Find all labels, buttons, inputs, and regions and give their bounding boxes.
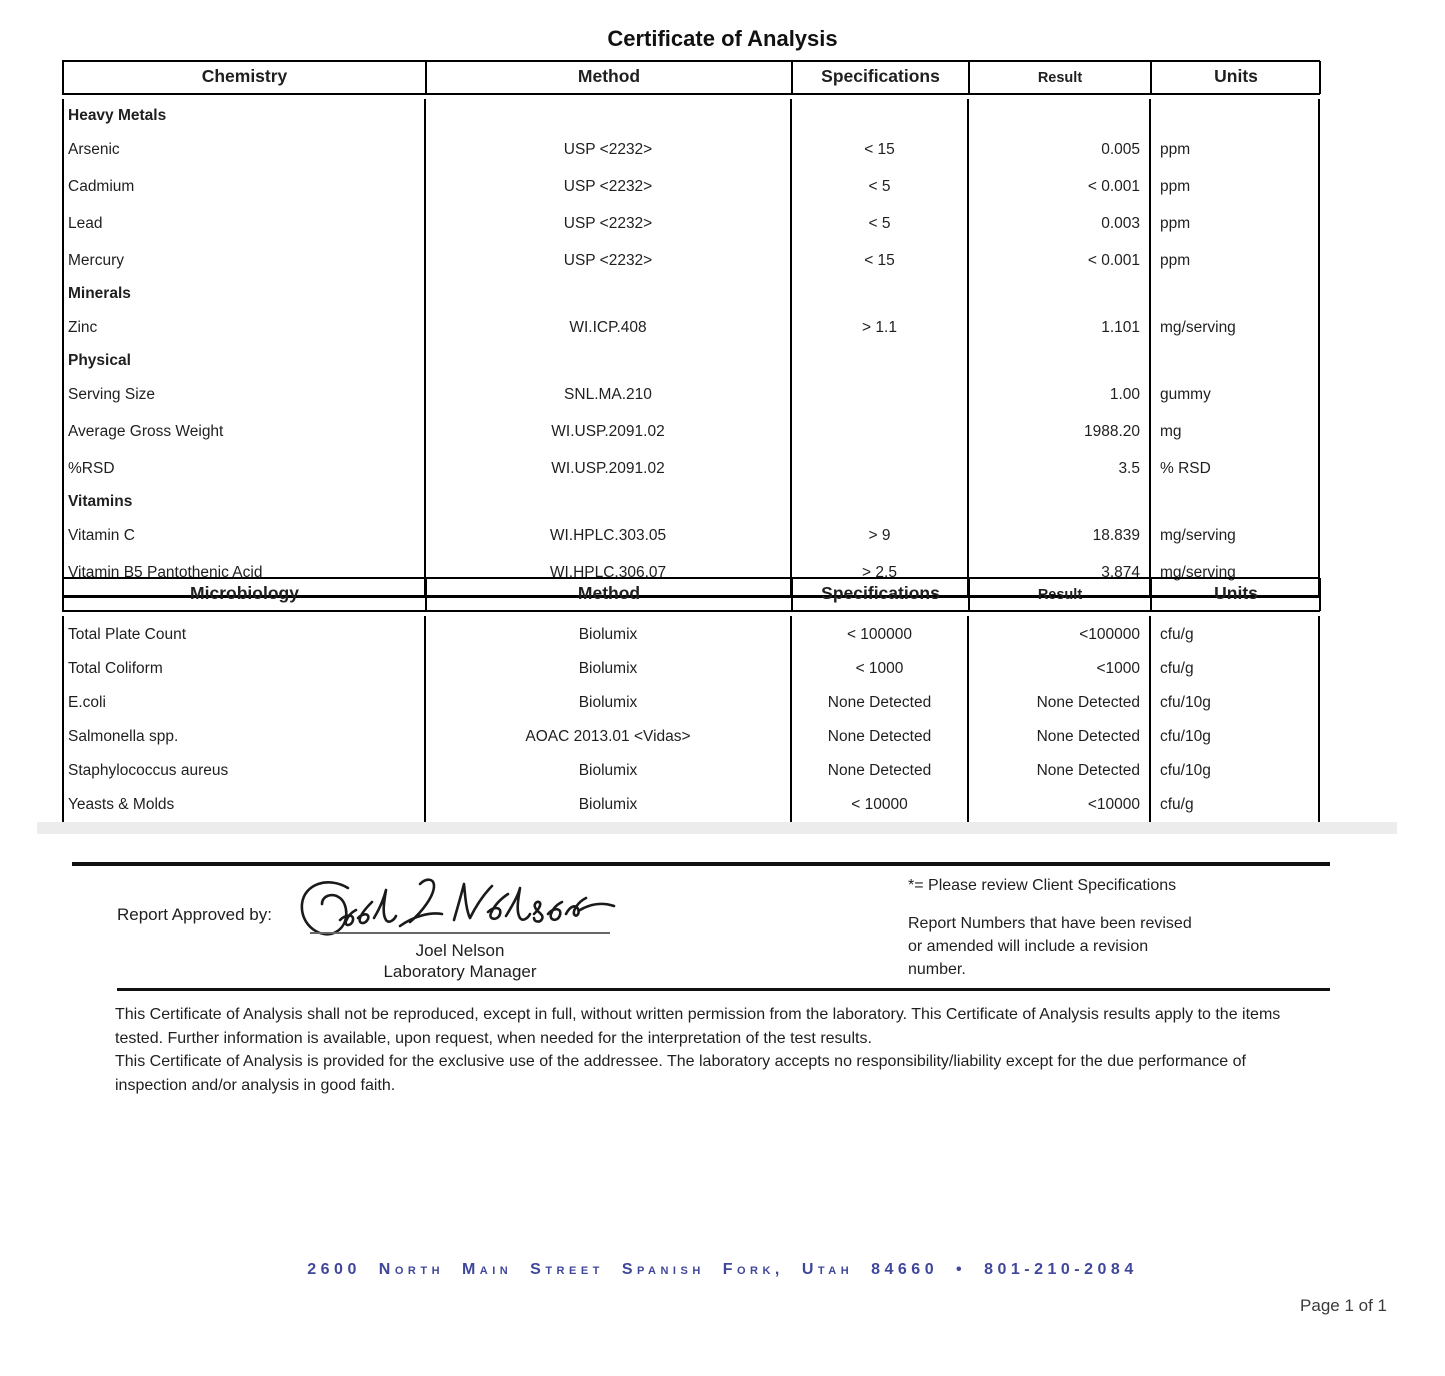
table-row — [62, 168, 1320, 205]
units-cell: ppm — [1160, 177, 1191, 195]
table-border — [790, 616, 792, 826]
table-border — [1318, 99, 1320, 595]
signature-stroke — [400, 880, 442, 926]
analyte-cell: %RSD — [68, 459, 115, 477]
microbiology-table-body — [62, 612, 1320, 829]
section-row-physical: Physical — [68, 352, 131, 369]
method-cell: WI.USP.2091.02 — [551, 422, 665, 440]
approver-name: Joel Nelson — [415, 941, 505, 960]
method-cell: SNL.MA.210 — [564, 385, 652, 403]
table-row — [62, 131, 1320, 168]
result-cell: None Detected — [1036, 728, 1140, 745]
table-border — [967, 99, 969, 595]
units-cell: % RSD — [1160, 459, 1211, 477]
specification-cell: < 10000 — [851, 796, 908, 813]
specification-cell: < 5 — [868, 177, 891, 195]
column-header-method: Method — [426, 61, 792, 94]
specification-cell: None Detected — [827, 694, 932, 711]
analyte-cell: Zinc — [68, 318, 98, 336]
report-approved-by-label: Report Approved by: — [117, 905, 272, 924]
analyte-cell: E.coli — [68, 694, 106, 711]
table-row — [62, 720, 1320, 754]
specification-cell: None Detected — [827, 762, 932, 779]
table-row — [62, 205, 1320, 242]
table-row — [62, 517, 1320, 554]
result-cell: <100000 — [1079, 626, 1140, 643]
method-cell: WI.HPLC.306.07 — [549, 563, 667, 581]
analyte-cell: Yeasts & Molds — [68, 796, 175, 813]
units-cell: cfu/g — [1160, 660, 1194, 677]
table-border — [1149, 616, 1151, 826]
result-cell: None Detected — [1036, 694, 1140, 711]
analyte-cell: Vitamin B5 Pantothenic Acid — [68, 563, 263, 581]
table-row — [62, 450, 1320, 487]
revision-note: Report Numbers that have been revised or amended will include a revision number. — [908, 915, 1192, 978]
column-header-microbiology: Microbiology — [63, 578, 426, 611]
section-row-vitamins: Vitamins — [68, 493, 133, 510]
disclaimer-text — [115, 1003, 1305, 1097]
table-row — [62, 376, 1320, 413]
column-header-result: Result — [969, 578, 1151, 611]
scan-shadow-band — [37, 822, 1397, 834]
signature-stroke — [454, 884, 614, 922]
units-cell: mg/serving — [1160, 318, 1236, 336]
approver-signature — [292, 874, 622, 940]
result-cell: 3.874 — [1101, 563, 1140, 581]
units-cell: cfu/10g — [1160, 728, 1211, 745]
method-cell: USP <2232> — [563, 214, 653, 232]
specification-cell: > 9 — [868, 526, 891, 544]
result-cell: <1000 — [1096, 660, 1140, 677]
table-border — [62, 99, 64, 595]
units-cell: ppm — [1160, 214, 1191, 232]
chemistry-table — [62, 60, 1320, 598]
method-cell: USP <2232> — [563, 177, 653, 195]
table-row — [62, 686, 1320, 720]
result-cell: None Detected — [1036, 762, 1140, 779]
table-row — [62, 242, 1320, 279]
specification-cell: < 1000 — [855, 660, 904, 677]
result-cell: 1988.20 — [1083, 422, 1140, 440]
column-header-result: Result — [969, 61, 1151, 94]
result-cell: 0.005 — [1101, 140, 1140, 158]
column-header-specifications: Specifications — [792, 578, 969, 611]
table-row — [62, 618, 1320, 652]
analyte-cell: Salmonella spp. — [68, 728, 179, 745]
analyte-cell: Average Gross Weight — [68, 422, 224, 440]
section-row-minerals: Minerals — [68, 285, 131, 302]
signature-stroke — [302, 882, 396, 934]
units-cell: cfu/10g — [1160, 694, 1211, 711]
client-specifications-note: *= Please review Client Specifications — [908, 877, 1177, 894]
result-cell: < 0.001 — [1087, 177, 1140, 195]
specification-cell: < 100000 — [846, 626, 913, 643]
analyte-cell: Vitamin C — [68, 526, 135, 544]
method-cell: WI.HPLC.303.05 — [549, 526, 667, 544]
result-cell: <10000 — [1087, 796, 1140, 813]
result-cell: 0.003 — [1101, 214, 1140, 232]
analyte-cell: Total Coliform — [68, 660, 163, 677]
disclaimer-paragraph-1: This Certificate of Analysis shall not be reproduced, except in full, without written permission from the laboratory. This Certificate of Analysis results apply to the items tested. Further information is available, upon request, when needed for the interpretation of the test results. — [115, 1006, 1281, 1047]
table-border — [424, 616, 426, 826]
signature-line — [310, 932, 610, 934]
units-cell: mg/serving — [1160, 526, 1236, 544]
section-row-heavy-metals: Heavy Metals — [68, 107, 167, 124]
specification-cell: > 2.5 — [862, 563, 897, 581]
result-cell: < 0.001 — [1087, 251, 1140, 269]
units-cell: cfu/10g — [1160, 762, 1211, 779]
specification-cell: < 15 — [864, 140, 895, 158]
specification-cell: None Detected — [827, 728, 932, 745]
method-cell: Biolumix — [578, 626, 638, 643]
table-border — [1318, 616, 1320, 826]
column-header-units: Units — [1151, 578, 1321, 611]
analyte-cell: Total Plate Count — [68, 626, 187, 643]
method-cell: USP <2232> — [563, 251, 653, 269]
units-cell: cfu/g — [1160, 796, 1194, 813]
table-row — [62, 309, 1320, 346]
table-border — [967, 616, 969, 826]
table-border — [1149, 99, 1151, 595]
analyte-cell: Cadmium — [68, 177, 135, 195]
disclaimer-paragraph-2: This Certificate of Analysis is provided for the exclusive use of the addressee. The laboratory accepts no responsibility/liability except for the due performance of inspection and/or analysis in good faith. — [115, 1053, 1246, 1094]
analyte-cell: Staphylococcus aureus — [68, 762, 229, 779]
method-cell: Biolumix — [578, 796, 638, 813]
specification-cell: < 5 — [868, 214, 891, 232]
column-header-specifications: Specifications — [792, 61, 969, 94]
table-border — [62, 616, 64, 826]
document-title: Certificate of Analysis — [607, 26, 838, 51]
units-cell: mg — [1160, 422, 1182, 440]
analyte-cell: Arsenic — [68, 140, 120, 158]
lab-address-footer: 2600 North Main Street Spanish Fork, Utah 84660 • 801-210-2084 — [307, 1261, 1138, 1278]
column-header-chemistry: Chemistry — [63, 61, 426, 94]
analyte-cell: Mercury — [68, 251, 124, 269]
method-cell: AOAC 2013.01 <Vidas> — [525, 728, 691, 745]
units-cell: ppm — [1160, 251, 1191, 269]
result-cell: 1.101 — [1101, 318, 1140, 336]
table-border — [790, 99, 792, 595]
specification-cell: > 1.1 — [862, 318, 897, 336]
method-cell: Biolumix — [578, 694, 638, 711]
approver-title: Laboratory Manager — [383, 962, 537, 981]
table-border — [424, 99, 426, 595]
chemistry-table-body — [62, 95, 1320, 598]
result-cell: 1.00 — [1109, 385, 1140, 403]
method-cell: WI.USP.2091.02 — [551, 459, 665, 477]
horizontal-rule — [117, 988, 1330, 991]
units-cell: gummy — [1160, 385, 1211, 403]
units-cell: mg/serving — [1160, 563, 1236, 581]
microbiology-table-header — [62, 577, 1320, 612]
chemistry-table-header — [62, 60, 1320, 95]
method-cell: WI.ICP.408 — [569, 318, 647, 336]
table-row — [62, 788, 1320, 822]
result-cell: 18.839 — [1092, 526, 1140, 544]
result-cell: 3.5 — [1118, 459, 1140, 477]
analyte-cell: Lead — [68, 214, 103, 232]
column-header-units: Units — [1151, 61, 1321, 94]
table-row — [62, 652, 1320, 686]
horizontal-rule — [72, 862, 1330, 866]
analyte-cell: Serving Size — [68, 385, 156, 403]
column-header-method: Method — [426, 578, 792, 611]
units-cell: ppm — [1160, 140, 1191, 158]
method-cell: USP <2232> — [563, 140, 653, 158]
table-row — [62, 413, 1320, 450]
method-cell: Biolumix — [578, 762, 638, 779]
table-row — [62, 754, 1320, 788]
microbiology-table — [62, 577, 1320, 829]
page-number: Page 1 of 1 — [1300, 1296, 1387, 1315]
specification-cell: < 15 — [864, 251, 895, 269]
method-cell: Biolumix — [578, 660, 638, 677]
units-cell: cfu/g — [1160, 626, 1194, 643]
